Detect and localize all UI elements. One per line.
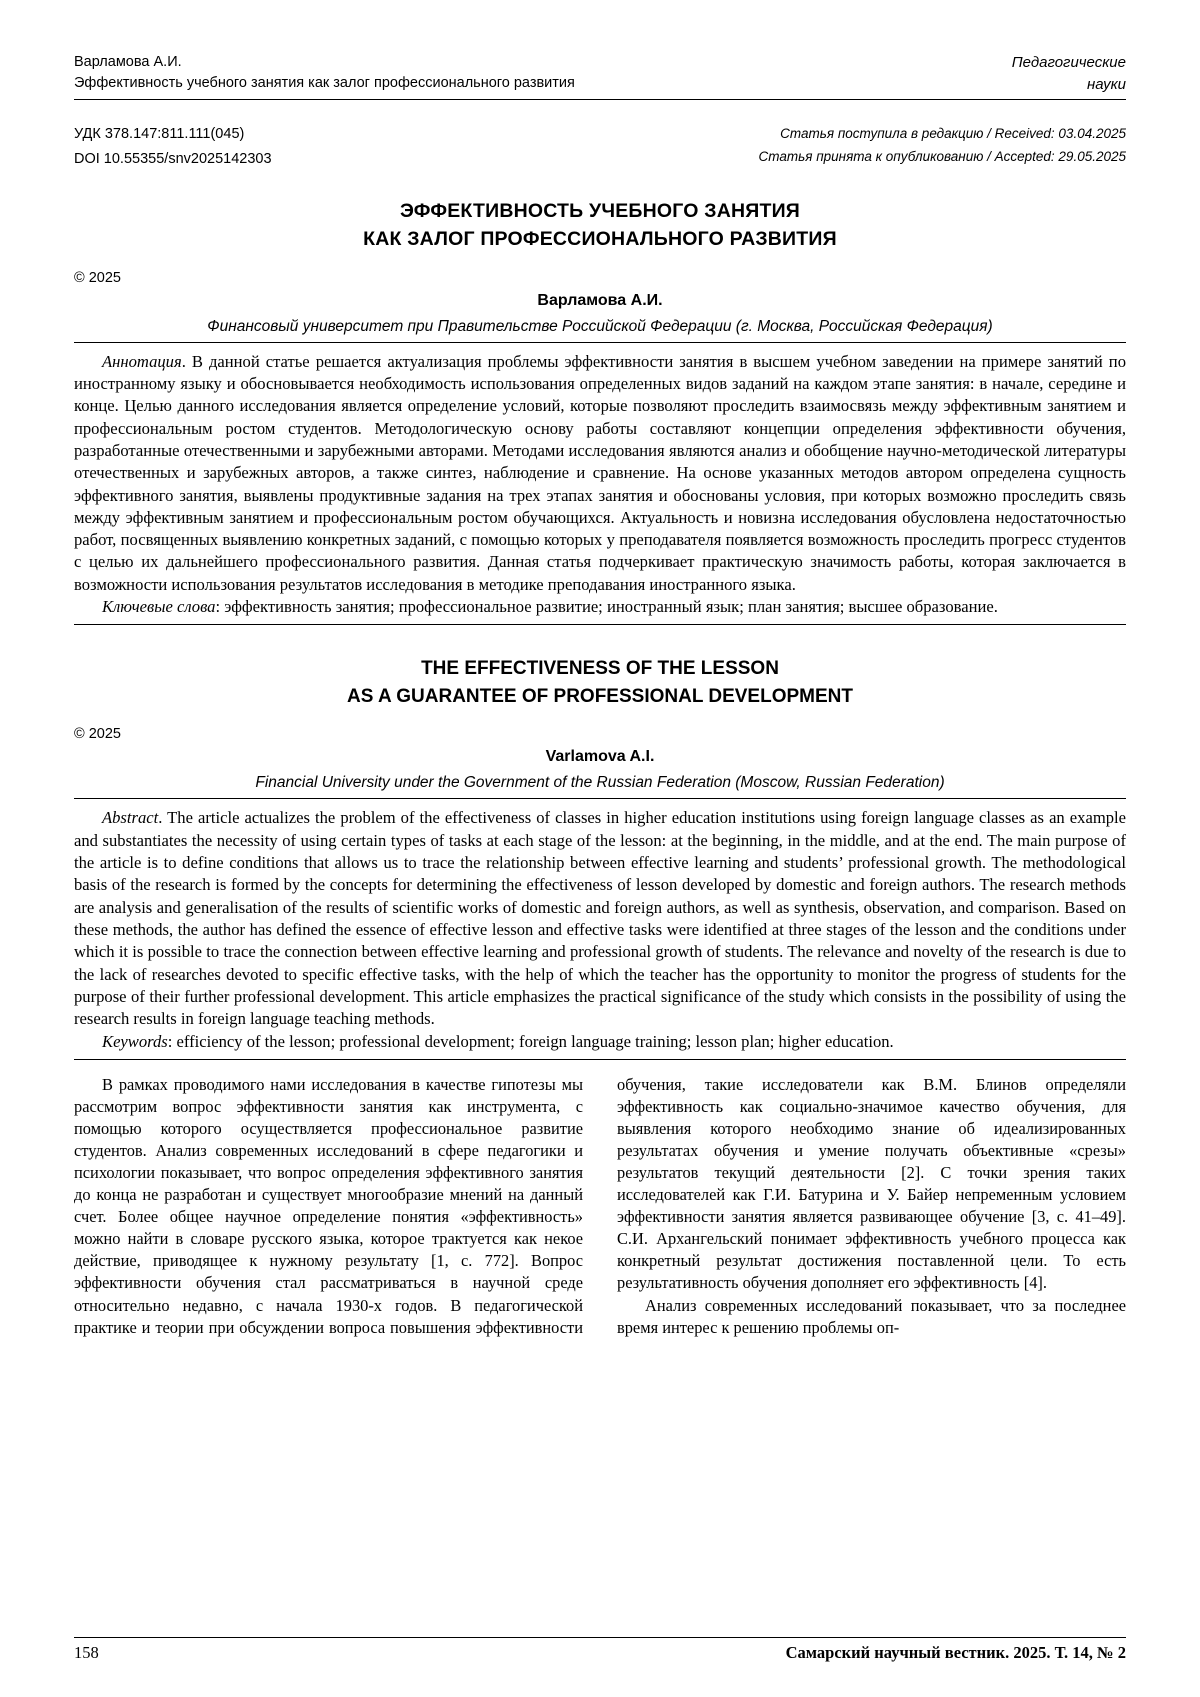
keywords-ru-text: : эффективность занятия; профессиональное развитие; иностранный язык; план занятия; высшее образование. (215, 597, 998, 617)
accepted-date: Статья принята к опубликованию / Accepted: 29.05.2025 (758, 149, 1126, 165)
body-paragraph-2: Анализ современных исследований показывает, что за последнее время интерес к решению проблемы оп- (617, 1295, 1126, 1337)
body-paragraph-1: В рамках проводимого нами исследования в качестве гипотезы мы рассмотрим вопрос эффективности занятия как инструмента, с помощью которого осуществляется профессиональное развитие студентов. Анализ современных исследований в сфере педагогики и психологии показывает, что вопрос определения эффективного занятия до конца не разработан и существует многообразие мнений на данный счет. Более общее научное определение понятия «эффективность» можно найти в словаре русского языка, которое трактуется как некое действие, приводящее к нужному результату [1, с. 772]. Вопрос эффективности обучения стал рассматриваться в научной среде относительно недавно, с начала 1930-х годов. В педагогической практике и теории при обсуждении вопроса повышения эффективности обучения, такие исследователи как В.М. Блинов определяли эффективность как социально-значимое качество обучения, для выявления которого необходимо знание об идеализированных результатах обучения и умение получать объективные «срезы» результатов текущий деятельности [2]. С точки зрения таких исследователей как Г.И. Батурина и У. Байер непременным условием эффективности занятия является развивающее обучение [3, с. 41–49]. С.И. Архангельский понимает эффективность учебного процесса как конкретный результат достижения поставленной цели. То есть результативность обучения дополняет его эффективность [4]. (74, 1074, 1126, 1337)
udk-code: УДК 378.147:811.111(045) (74, 125, 245, 142)
identifiers (74, 122, 272, 173)
metadata-block (74, 122, 1126, 173)
copyright-en: © 2025 (74, 726, 121, 743)
running-head-divider (74, 99, 1126, 100)
copyright-ru: © 2025 (74, 269, 121, 286)
abstract-en (74, 799, 1126, 1052)
running-head-section (1012, 52, 1126, 96)
abstract-en-text: . The article actualizes the problem of the effectiveness of classes in higher education institutions using foreign language classes as an example and substantiates the necessity of using certain types of tasks at each stage of the lesson: at the beginning, in the middle, and at the end. The main purpose of the article is to define conditions that allows us to trace the relationship between effective learning and students’ professional growth. The methodological basis of the research is formed by the concepts for determining the effectiveness of lesson developed by domestic and foreign authors. The research methods are analysis and generalisation of the results of scientific works of domestic and foreign authors, as well as synthesis, observation, and comparison. Based on these methods, the author has defined the essence of effective lesson and effective tasks were identified at three stages of the lesson and the conditions under which it is possible to trace the connection between effective learning and professional growth of students. The relevance and novelty of the research is due to the lack of researches devoted to specific effective tasks, with the help of which the teacher has the opportunity to monitor the progress of students for the purpose of their further professional development. This article emphasizes the practical significance of the study which consists in the possibility of using the research results in foreign language teaching methods. (74, 808, 1126, 1029)
running-head-title: Эффективность учебного занятия как залог профессионального развития (74, 75, 575, 92)
running-head (74, 52, 1126, 96)
doi-code[interactable]: DOI 10.55355/snv2025142303 (74, 150, 272, 167)
article-title-en-line2: AS A GUARANTEE OF PROFESSIONAL DEVELOPMENT (346, 685, 853, 707)
article-title-en (74, 655, 1126, 710)
affiliation-ru: Финансовый университет при Правительстве Российской Федерации (г. Москва, Российская Федерация) (207, 317, 993, 335)
article-title-ru (74, 198, 1126, 253)
abstract-ru-divider (74, 624, 1126, 625)
keywords-ru-label: Ключевые слова (102, 597, 216, 617)
abstract-en-divider (74, 1059, 1126, 1060)
keywords-ru-paragraph (74, 596, 1126, 618)
affiliation-en: Financial University under the Government of the Russian Federation (Moscow, Russian Federation) (255, 774, 945, 792)
journal-reference: Самарский научный вестник. 2025. Т. 14, № 2 (785, 1643, 1126, 1662)
article-title-ru-line2: КАК ЗАЛОГ ПРОФЕССИОНАЛЬНОГО РАЗВИТИЯ (363, 227, 837, 250)
abstract-en-paragraph (74, 807, 1126, 1030)
running-head-section-line1: Педагогические (1011, 54, 1126, 71)
keywords-en-text: : efficiency of the lesson; professional development; foreign language training; lesson plan; higher education. (167, 1031, 894, 1051)
running-head-section-line2: науки (1086, 75, 1126, 93)
running-head-left (74, 52, 575, 94)
page-number: 158 (74, 1643, 99, 1662)
abstract-ru (74, 343, 1126, 619)
received-date: Статья поступила в редакцию / Received: 03.04.2025 (780, 125, 1126, 141)
page-footer (74, 1637, 1126, 1663)
article-title-en-line1: THE EFFECTIVENESS OF THE LESSON (421, 658, 779, 680)
english-section (74, 655, 1126, 1060)
article-title-ru-line1: ЭФФЕКТИВНОСТЬ УЧЕБНОГО ЗАНЯТИЯ (399, 200, 801, 223)
running-head-author: Варламова А.И. (74, 54, 182, 70)
keywords-en-label: Keywords (102, 1031, 168, 1051)
abstract-ru-label: Аннотация (102, 351, 182, 371)
abstract-en-label: Abstract (102, 808, 159, 828)
abstract-ru-text: . В данной статье решается актуализация проблемы эффективности занятия в высшем учебном заведении на примере занятий по иностранному языку и обосновывается необходимость использования определенных видов заданий на каждом этапе занятия: в начале, середине и конце. Целью данного исследования является определение условий, которые позволяют проследить взаимосвязь между эффективным занятием и профессиональным ростом студентов. Методологическую основу работы составляют концепции определения эффективности обучения, разработанные отечественными и зарубежными авторами. Методами исследования являются анализ и обобщение научно-методической литературы отечественных и зарубежных авторов, а также синтез, наблюдение и сравнение. На основе указанных методов автором определена сущность эффективного занятия, выявлены продуктивные задания на трех этапах занятия и обоснованы условия, при которых возможно проследить связь между эффективным занятием и профессиональным ростом обучающихся. Актуальность и новизна исследования обусловлена недостаточностью работ, посвященных выявлению конкретных заданий, с помощью которых у преподавателя появляется возможность проследить прогресс студентов с целью их дальнейшего профессионального развития. Данная статья подчеркивает практическую значимость работы, которая заключается в возможности использования результатов исследования в методике преподавания иностранного языка. (74, 351, 1126, 594)
submission-dates (759, 122, 1126, 169)
body-text (74, 1074, 1126, 1339)
footer-row (74, 1643, 1126, 1663)
footer-divider (74, 1637, 1126, 1638)
author-en: Varlamova A.I. (545, 748, 655, 766)
keywords-en-paragraph (74, 1031, 1126, 1053)
abstract-ru-paragraph (74, 351, 1126, 596)
author-ru: Варламова А.И. (537, 291, 663, 309)
